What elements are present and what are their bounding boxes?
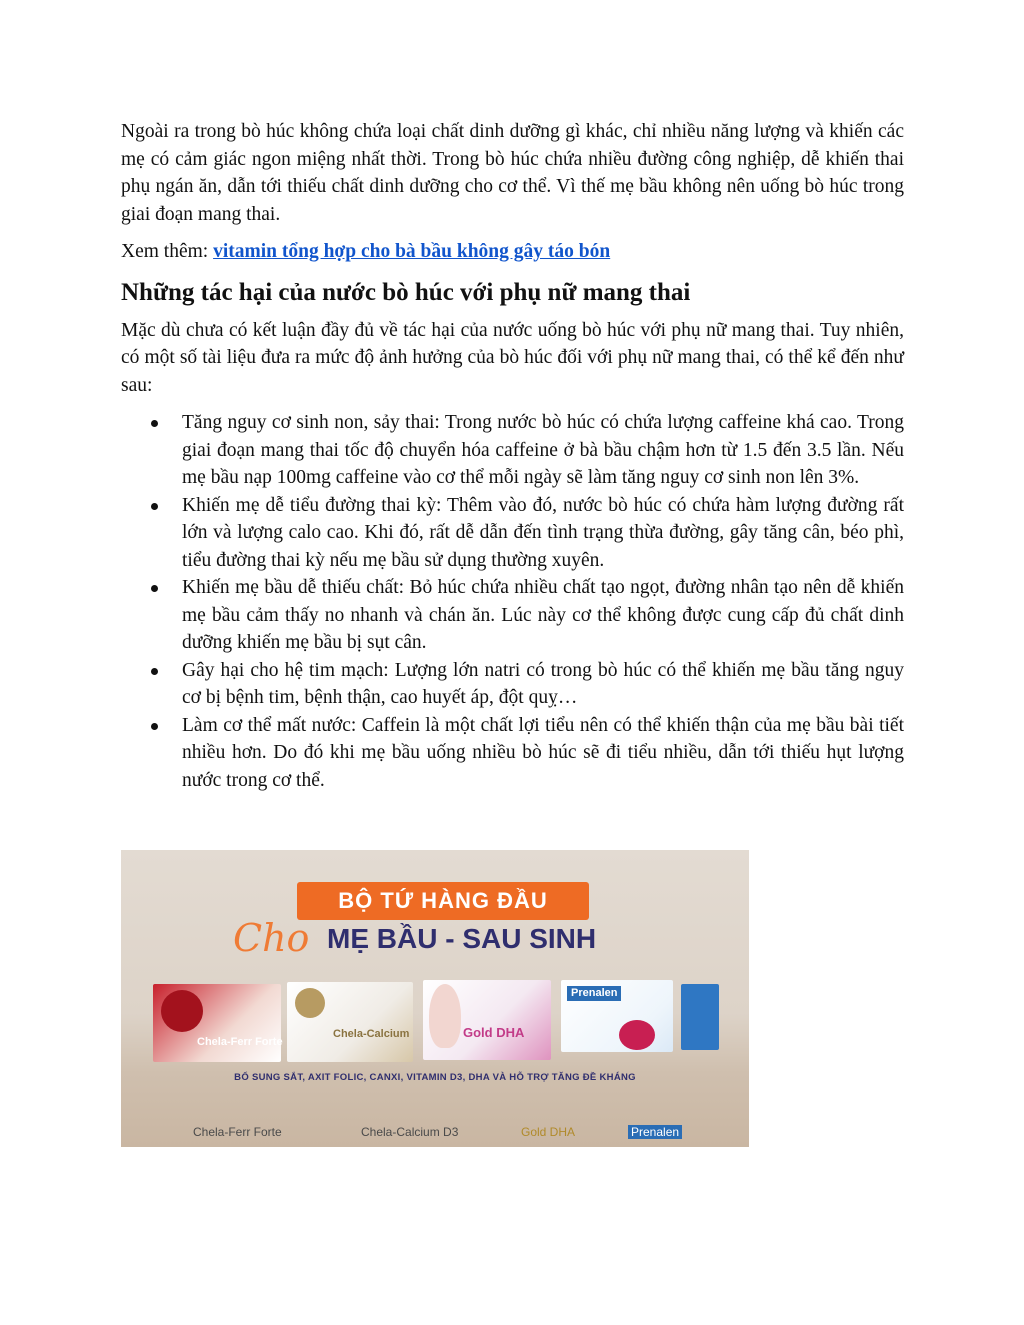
paragraph-intro: Ngoài ra trong bò húc không chứa loại chất dinh dưỡng gì khác, chỉ nhiều năng lượng và khiến các mẹ có cảm giác ngon miệng nhất thời. Trong bò húc chứa nhiều đường công nghiệp, dễ khiến thai phụ ngán ăn, dẫn tới thiếu chất dinh dưỡng cho cơ thể. Vì thế mẹ bầu không nên uống bò húc trong giai đoạn mang thai. <box>121 121 904 225</box>
product-box-prenalen-side <box>681 984 719 1050</box>
see-also-prefix: Xem thêm: <box>121 241 214 262</box>
product-box-chela-ferr <box>153 984 281 1062</box>
pregnant-figure-icon <box>429 984 461 1048</box>
brand-logo-chela-ferr: Chela-Ferr Forte <box>193 1125 282 1139</box>
bullet-icon <box>151 585 158 592</box>
list-item-text: Khiến mẹ dễ tiểu đường thai kỳ: Thêm vào đó, nước bò húc có chứa hàm lượng đường rất lớn và lượng calo cao. Khi đó, rất dễ dẫn đến tình trạng thừa đường, gây tăng cân, béo phì, tiểu đường thai kỳ nếu mẹ bầu sử dụng thường xuyên. <box>182 494 904 571</box>
seal-icon <box>295 988 325 1018</box>
section-heading: Những tác hại của nước bò húc với phụ nữ mang thai <box>121 278 691 306</box>
brand-logo-chela-calcium: Chela-Calcium D3 <box>361 1125 459 1139</box>
berries-icon <box>619 1020 655 1050</box>
list-item-text: Làm cơ thể mất nước: Caffein là một chất lợi tiểu nên có thể khiến thận của mẹ bầu bài tiết nhiều hơn. Do đó khi mẹ bầu uống nhiều bò húc sẽ đi tiểu nhiều, dẫn tới thiếu hụt lượng nước trong cơ thể. <box>182 714 904 791</box>
brand-logo-gold-dha: Gold DHA <box>521 1125 576 1139</box>
banner-subtitle: MẸ BẦU - SAU SINH <box>327 923 597 954</box>
list-item <box>121 712 904 795</box>
product-box-label: Chela-Calcium <box>333 1028 410 1040</box>
product-box-prenalen <box>561 980 673 1052</box>
bullet-icon <box>151 668 158 675</box>
harm-list <box>121 409 904 794</box>
bullet-icon <box>151 723 158 730</box>
banner-script-text: Cho <box>233 916 310 960</box>
seal-icon <box>161 990 203 1032</box>
list-item <box>121 574 904 657</box>
bullet-icon <box>151 503 158 510</box>
product-box-chela-calcium <box>287 982 413 1062</box>
list-item-text: Khiến mẹ bầu dễ thiếu chất: Bỏ húc chứa nhiều chất tạo ngọt, đường nhân tạo nên dễ khiến mẹ bầu cảm thấy no nhanh và chán ăn. Lúc này cơ thể không được cung cấp đủ chất dinh dưỡng khiến mẹ bầu bị sụt cân. <box>182 577 904 653</box>
paragraph-summary: Mặc dù chưa có kết luận đầy đủ về tác hại của nước uống bò húc với phụ nữ mang thai. Tuy nhiên, có một số tài liệu đưa ra mức độ ảnh hưởng của bò húc đối với phụ nữ mang thai, có thể kể đến như sau: <box>121 319 904 396</box>
document-body <box>121 118 904 794</box>
product-box-label: Prenalen <box>567 986 621 1001</box>
product-box-label: Chela-Ferr Forte <box>197 1036 283 1048</box>
see-also <box>121 238 904 266</box>
product-box-label: Gold DHA <box>463 1025 525 1040</box>
bullet-icon <box>151 420 158 427</box>
list-item <box>121 492 904 575</box>
banner-tagline: BỔ SUNG SẮT, AXIT FOLIC, CANXI, VITAMIN D3, DHA VÀ HỖ TRỢ TĂNG ĐỀ KHÁNG <box>234 1072 636 1083</box>
list-item <box>121 657 904 712</box>
brand-logo-prenalen: Prenalen <box>628 1125 682 1139</box>
list-item-text: Tăng nguy cơ sinh non, sảy thai: Trong nước bò húc có chứa lượng caffeine khá cao. Trong giai đoạn mang thai tốc độ chuyển hóa caffeine ở bà bầu chậm hơn từ 1.5 đến 3.5 lần. Nếu mẹ bầu nạp 100mg caffeine vào cơ thể mỗi ngày sẽ làm tăng nguy cơ sinh non lên 3%. <box>182 412 904 488</box>
see-also-link[interactable]: vitamin tổng hợp cho bà bầu không gây táo bón <box>213 241 611 262</box>
list-item <box>121 409 904 492</box>
banner-title: BỘ TỨ HÀNG ĐẦU <box>297 882 589 920</box>
product-box-gold-dha <box>423 980 551 1060</box>
product-banner-image <box>121 850 749 1147</box>
list-item-text: Gây hại cho hệ tim mạch: Lượng lớn natri có trong bò húc có thể khiến mẹ bầu tăng nguy cơ bị bệnh tim, bệnh thận, cao huyết áp, đột quỵ… <box>182 659 904 708</box>
